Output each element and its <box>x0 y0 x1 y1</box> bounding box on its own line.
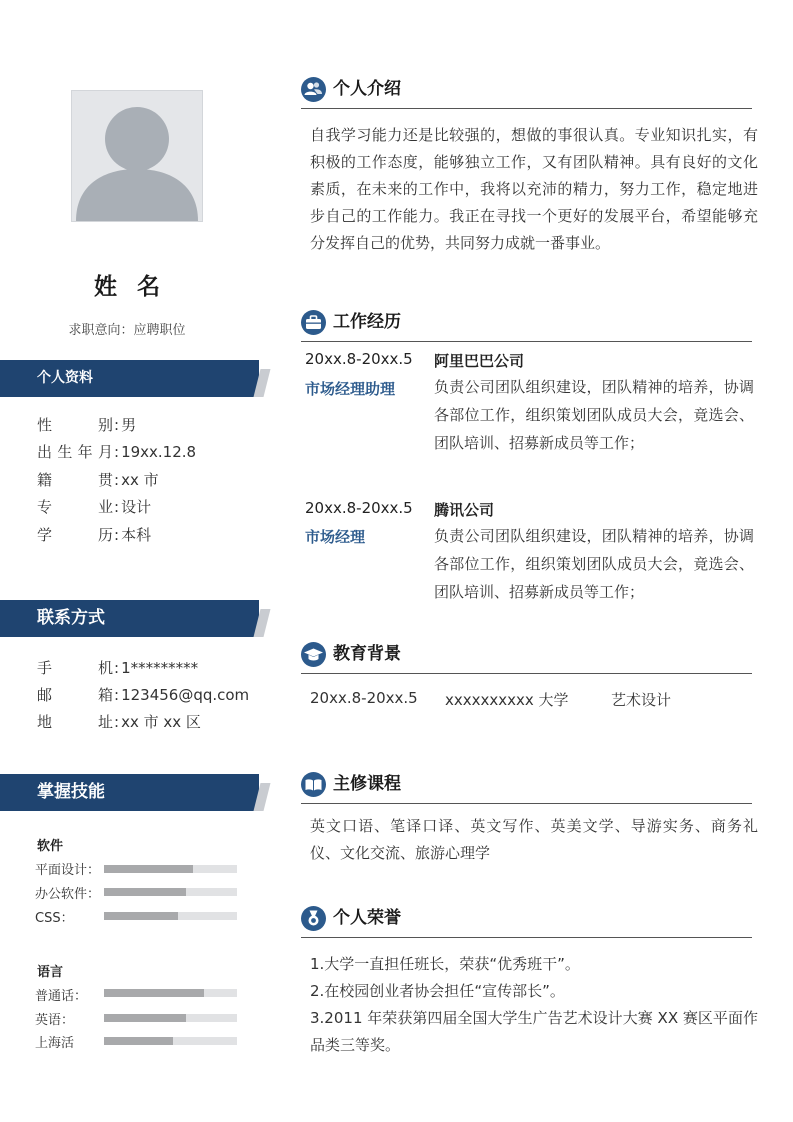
briefcase-icon <box>301 310 326 335</box>
info-value: 19xx.12.8 <box>121 443 197 461</box>
info-value: 1********* <box>121 659 199 677</box>
people-icon <box>301 77 326 102</box>
section-title: 教育背景 <box>333 644 401 664</box>
work-company: 腾讯公司 <box>434 501 495 519</box>
skill-row <box>35 1032 74 1051</box>
section-header-intro <box>301 76 752 109</box>
info-key: 地址 <box>37 713 113 731</box>
skill-label: 普通话： <box>35 989 88 1004</box>
info-key: 出生年月 <box>37 443 113 461</box>
section-header-personal <box>0 360 259 397</box>
skill-bar <box>104 865 237 873</box>
skill-bar <box>104 989 237 997</box>
work-date: 20xx.8-20xx.5 <box>305 499 413 517</box>
section-title: 个人资料 <box>37 370 93 386</box>
skill-row <box>35 883 100 902</box>
skill-bar-fill <box>104 888 186 896</box>
section-title: 个人荣誉 <box>333 908 401 928</box>
section-header-courses <box>301 771 752 804</box>
info-key: 邮箱 <box>37 686 113 704</box>
info-value: xx 市 <box>121 471 159 489</box>
education-major: 艺术设计 <box>611 691 672 709</box>
book-icon <box>301 772 326 797</box>
section-title: 个人介绍 <box>333 79 401 99</box>
skill-category-software: 软件 <box>37 839 64 854</box>
info-degree: 学历: 本科 <box>37 526 152 544</box>
work-position: 市场经理助理 <box>305 380 396 398</box>
medal-icon <box>301 906 326 931</box>
work-description: 负责公司团队组织建设，团队精神的培养，协调各部位工作，组织策划团队成员大会，竟选会、团队培训、招募新成员等工作； <box>434 527 754 601</box>
work-date: 20xx.8-20xx.5 <box>305 350 413 368</box>
section-header-education <box>301 641 752 674</box>
skill-label: 平面设计： <box>35 863 101 878</box>
section-header-work <box>301 309 752 342</box>
skill-row <box>35 859 100 878</box>
work-company: 阿里巴巴公司 <box>434 352 525 370</box>
contact-email: 邮箱: 123456@qq.com <box>37 686 250 704</box>
skill-bar-fill <box>104 1014 186 1022</box>
section-title: 掌握技能 <box>37 782 105 802</box>
work-position: 市场经理 <box>305 528 366 546</box>
intro-text: 自我学习能力还是比较强的，想做的事很认真。专业知识扎实，有积极的工作态度，能够独立工作，又有团队精神。具有良好的文化素质，在未来的工作中，我将以充沛的精力，努力工作，稳定地进步自己的工作能力。我正在寻找一个更好的发展平台，希望能够充分发挥自己的优势，共同努力成就一番事业。 <box>310 126 758 252</box>
honor-item: 2.在校园创业者协会担任“宣传部长”。 <box>310 982 565 1000</box>
info-hometown: 籍贯: xx 市 <box>37 471 159 489</box>
avatar-photo <box>71 90 203 222</box>
skill-label: CSS： <box>35 911 74 926</box>
section-header-contact <box>0 600 259 637</box>
info-value: 本科 <box>121 526 152 544</box>
info-value: 男 <box>121 416 137 434</box>
skill-bar-fill <box>104 865 193 873</box>
info-key: 专业 <box>37 498 113 516</box>
section-title: 工作经历 <box>333 312 401 332</box>
skill-label: 英语： <box>35 1013 75 1028</box>
header-tab-decoration <box>254 783 271 811</box>
education-date: 20xx.8-20xx.5 <box>310 689 418 707</box>
info-key: 手机 <box>37 659 113 677</box>
skill-label: 上海活 <box>35 1036 75 1051</box>
candidate-name: 姓 名 <box>93 274 166 300</box>
info-key: 学历 <box>37 526 113 544</box>
person-silhouette-icon <box>72 91 202 221</box>
info-value: 设计 <box>121 498 152 516</box>
info-key: 性别 <box>37 416 113 434</box>
skill-row <box>35 1009 74 1028</box>
contact-address: 地址: xx 市 xx 区 <box>37 713 201 731</box>
skill-bar-fill <box>104 912 178 920</box>
work-description: 负责公司团队组织建设，团队精神的培养，协调各部位工作，组织策划团队成员大会，竟选会、团队培训、招募新成员等工作； <box>434 378 754 452</box>
info-value: 123456@qq.com <box>121 686 250 704</box>
education-school: xxxxxxxxxx 大学 <box>445 691 569 709</box>
skill-bar-fill <box>104 1037 173 1045</box>
info-gender: 性别: 男 <box>37 416 137 434</box>
info-major: 专业: 设计 <box>37 498 152 516</box>
skill-label: 办公软件： <box>35 887 101 902</box>
skill-bar <box>104 888 237 896</box>
job-intent: 求职意向：应聘职位 <box>68 323 186 338</box>
skill-bar <box>104 1014 237 1022</box>
courses-text: 英文口语、笔译口译、英文写作、英美文学、导游实务、商务礼仪、文化交流、旅游心理学 <box>310 817 758 862</box>
section-header-skills <box>0 774 259 811</box>
info-birth: 出生年月: 19xx.12.8 <box>37 443 197 461</box>
skill-row <box>35 985 87 1004</box>
honor-item: 1.大学一直担任班长，荣获“优秀班干”。 <box>310 955 580 973</box>
skill-bar <box>104 912 237 920</box>
header-tab-decoration <box>254 609 271 637</box>
header-tab-decoration <box>254 369 271 397</box>
graduation-cap-icon <box>301 642 326 667</box>
skill-bar-fill <box>104 989 204 997</box>
section-title: 主修课程 <box>333 774 401 794</box>
contact-phone: 手机: 1********* <box>37 659 199 677</box>
skill-row <box>35 907 74 926</box>
info-value: xx 市 xx 区 <box>121 713 201 731</box>
skill-bar <box>104 1037 237 1045</box>
honor-item: 3.2011 年荣获第四届全国大学生广告艺术设计大赛 XX 赛区平面作品类三等奖。 <box>310 1009 758 1054</box>
info-key: 籍贯 <box>37 471 113 489</box>
skill-category-language: 语言 <box>37 965 64 980</box>
section-header-honors <box>301 905 752 938</box>
section-title: 联系方式 <box>37 608 105 628</box>
